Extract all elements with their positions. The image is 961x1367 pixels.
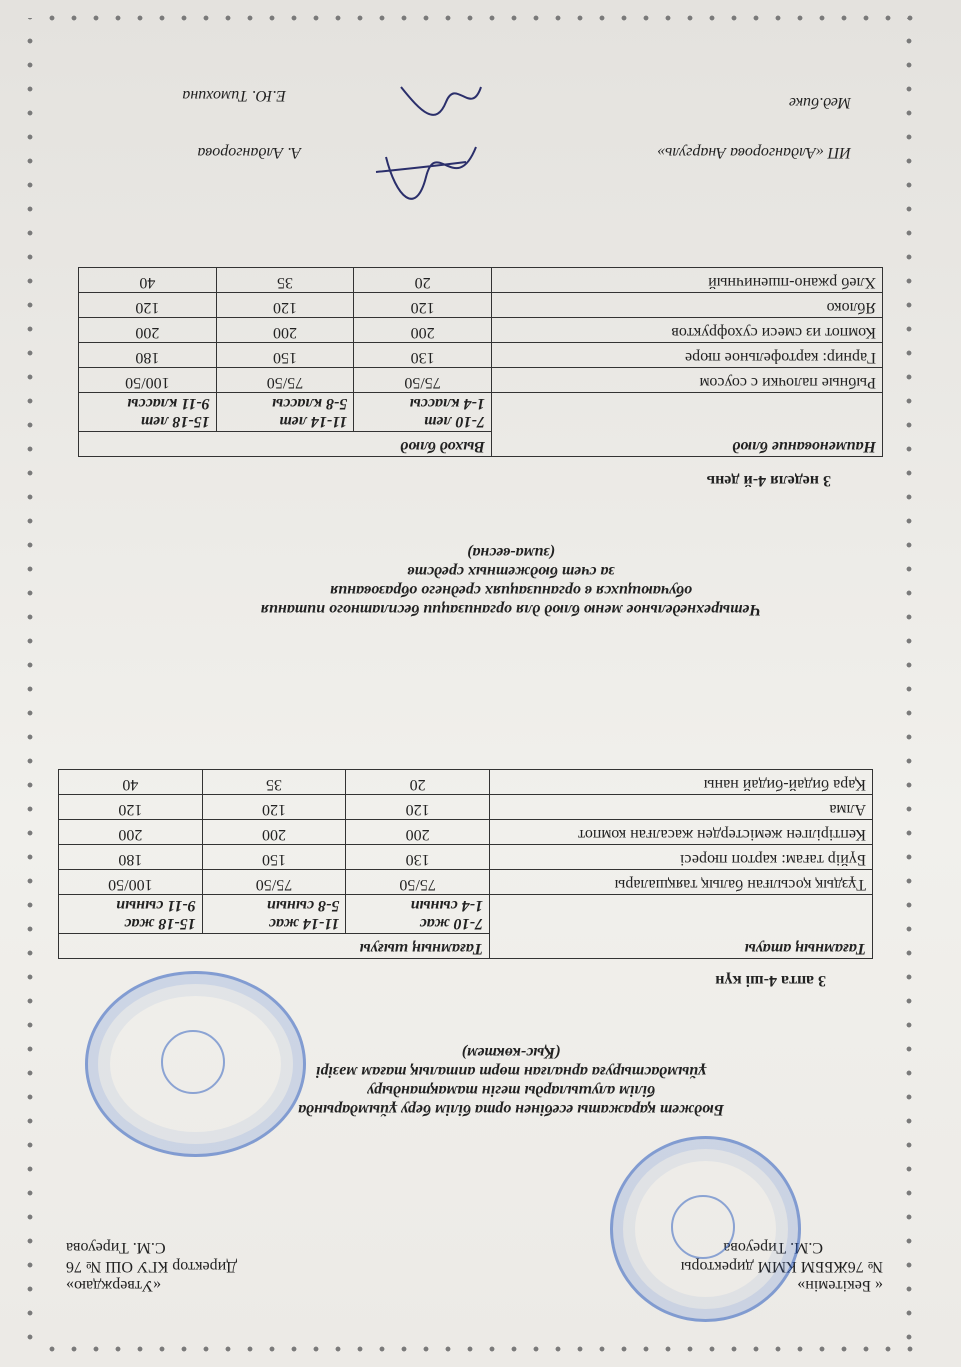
kz-age-col-1 <box>346 895 490 934</box>
table-row <box>79 318 883 343</box>
ru-head-yield: Выход блюд <box>79 432 492 457</box>
kz-val-4-2: 120 <box>202 795 346 820</box>
ru-dish-3: Компот из смеси сухофруктов <box>491 318 882 343</box>
ru-val-2-1: 130 <box>354 343 492 368</box>
kz-val-3-2: 200 <box>202 820 346 845</box>
ru-age-1: 7-10 лет <box>424 413 485 430</box>
table-row <box>59 770 873 795</box>
approval-ru-line1: «Утверждаю» <box>66 1277 162 1294</box>
table-row <box>59 870 873 895</box>
ru-age-col-3 <box>79 393 217 432</box>
ru-val-1-3: 100/50 <box>79 368 217 393</box>
ru-val-3-1: 200 <box>354 318 492 343</box>
approval-ru-line3: С.М. Тиреуова <box>66 1239 166 1256</box>
ru-val-4-2: 120 <box>216 293 354 318</box>
ru-val-2-3: 180 <box>79 343 217 368</box>
official-stamp-kz <box>610 1136 801 1322</box>
kz-grade-1: 1-4 сынып <box>410 897 483 914</box>
kz-week-day: 3 апта 4-ші күн <box>715 972 826 989</box>
ru-grade-1: 1-4 классы <box>409 395 485 412</box>
ru-grade-2: 5-8 классы <box>271 395 348 412</box>
ru-age-col-2 <box>216 393 354 432</box>
ru-season: (зима-весна) <box>467 544 555 561</box>
ru-title-line2: обучающихся в организациях среднего образования <box>330 582 692 599</box>
kz-val-2-2: 150 <box>202 845 346 870</box>
kz-dish-5: Қара бидай-бидай наны <box>489 770 872 795</box>
kz-val-4-3: 120 <box>59 795 203 820</box>
approval-block-ru <box>66 1238 396 1295</box>
ru-dish-1: Рыбные палочки с соусом <box>491 368 882 393</box>
approval-kz-line3: С.М. Тиреуова <box>723 1239 823 1256</box>
ru-menu-table <box>78 267 883 457</box>
handwritten-signature-ip <box>366 127 486 207</box>
ru-title-line1: Четырехнедельное меню блюд для организации бесплатного питания <box>260 601 762 618</box>
table-row <box>59 820 873 845</box>
punch-holes-left <box>905 18 913 1349</box>
ru-week-day: 3 неделя 4-й день <box>706 472 831 489</box>
ru-val-5-3: 40 <box>79 268 217 293</box>
ru-val-1-2: 75/50 <box>216 368 354 393</box>
kz-age-3: 15-18 жас <box>124 915 196 932</box>
ru-val-2-2: 150 <box>216 343 354 368</box>
kz-val-4-1: 120 <box>346 795 490 820</box>
ru-val-3-2: 200 <box>216 318 354 343</box>
ru-val-4-1: 120 <box>354 293 492 318</box>
approval-kz-line2: № 76ЖББМ КММ директоры <box>680 1258 883 1275</box>
punch-holes-right <box>26 18 34 1349</box>
kz-val-1-1: 75/50 <box>346 870 490 895</box>
table-row <box>59 845 873 870</box>
punch-holes-top <box>40 1345 921 1353</box>
ru-age-3: 15-18 лет <box>140 413 210 430</box>
kz-grade-3: 9-11 сынып <box>116 897 196 914</box>
punch-holes-bottom <box>40 14 921 22</box>
kz-head-name: Тағамның атауы <box>489 895 872 959</box>
kz-title-line2: білім алушыларды тегін тамақтандыру <box>367 1082 655 1099</box>
kz-dish-3: Кептірілген жемістерден жасалған компот <box>489 820 872 845</box>
kz-val-2-1: 130 <box>346 845 490 870</box>
kz-age-col-3 <box>59 895 203 934</box>
ru-dish-4: Яблоко <box>491 293 882 318</box>
ru-val-3-3: 200 <box>79 318 217 343</box>
kz-title-line3: ұйымдастыруға арналған төрт апталық тағам мәзірі <box>315 1063 707 1080</box>
kz-val-3-3: 200 <box>59 820 203 845</box>
ru-grade-3: 9-11 классы <box>127 395 210 412</box>
signature-ip-name: А. Алдангорова <box>197 144 301 161</box>
kz-val-5-1: 20 <box>346 770 490 795</box>
ru-title <box>161 543 861 619</box>
kz-val-5-3: 40 <box>59 770 203 795</box>
approval-ru-line2: Директор КГУ ОШ № 76 <box>66 1258 238 1275</box>
signature-med-name: Е.Ю. Тимохина <box>182 87 286 104</box>
kz-age-col-2 <box>202 895 346 934</box>
ru-val-5-1: 20 <box>354 268 492 293</box>
kz-dish-4: Алма <box>489 795 872 820</box>
kz-val-5-2: 35 <box>202 770 346 795</box>
ru-age-2: 11-14 лет <box>279 413 348 430</box>
kz-menu-table <box>58 769 873 959</box>
table-row <box>79 368 883 393</box>
kz-val-1-2: 75/50 <box>202 870 346 895</box>
table-row <box>79 293 883 318</box>
signature-ip-label: ИП «Алдангорова Анаргуль» <box>657 144 851 161</box>
kz-dish-1: Тұздық қосылған балық таяқшалары <box>489 870 872 895</box>
kz-dish-2: Бүйір тағам: картоп пюресі <box>489 845 872 870</box>
ru-val-5-2: 35 <box>216 268 354 293</box>
table-row <box>59 795 873 820</box>
ru-val-4-3: 120 <box>79 293 217 318</box>
ru-age-col-1 <box>354 393 492 432</box>
signature-med-label: Мед.бике <box>788 94 851 111</box>
kz-val-3-1: 200 <box>346 820 490 845</box>
kz-grade-2: 5-8 сынып <box>266 897 340 914</box>
kz-title <box>161 1043 861 1119</box>
kz-val-2-3: 180 <box>59 845 203 870</box>
kz-age-1: 7-10 жас <box>419 915 483 932</box>
kz-head-yield: Тағамның шығуы <box>59 934 490 959</box>
ru-val-1-1: 75/50 <box>354 368 492 393</box>
ru-dish-2: Гарнир: картофельное пюре <box>491 343 882 368</box>
table-row <box>79 343 883 368</box>
table-row <box>79 268 883 293</box>
ru-title-line3: за счет бюджетных средств <box>407 563 615 580</box>
approval-kz-line1: « Бекітемін» <box>797 1277 883 1294</box>
kz-val-1-3: 100/50 <box>59 870 203 895</box>
kz-title-line1: Бюджет қаражаты есебінен орта білім беру ұйымдарында <box>298 1101 724 1118</box>
kz-season: (Қыс-көктем) <box>461 1044 561 1061</box>
kz-age-2: 11-14 жас <box>268 915 340 932</box>
handwritten-signature-med <box>391 67 491 127</box>
ru-dish-5: Хлеб ржано-пшеничный <box>491 268 882 293</box>
ru-head-name: Наименование блюд <box>491 393 882 457</box>
